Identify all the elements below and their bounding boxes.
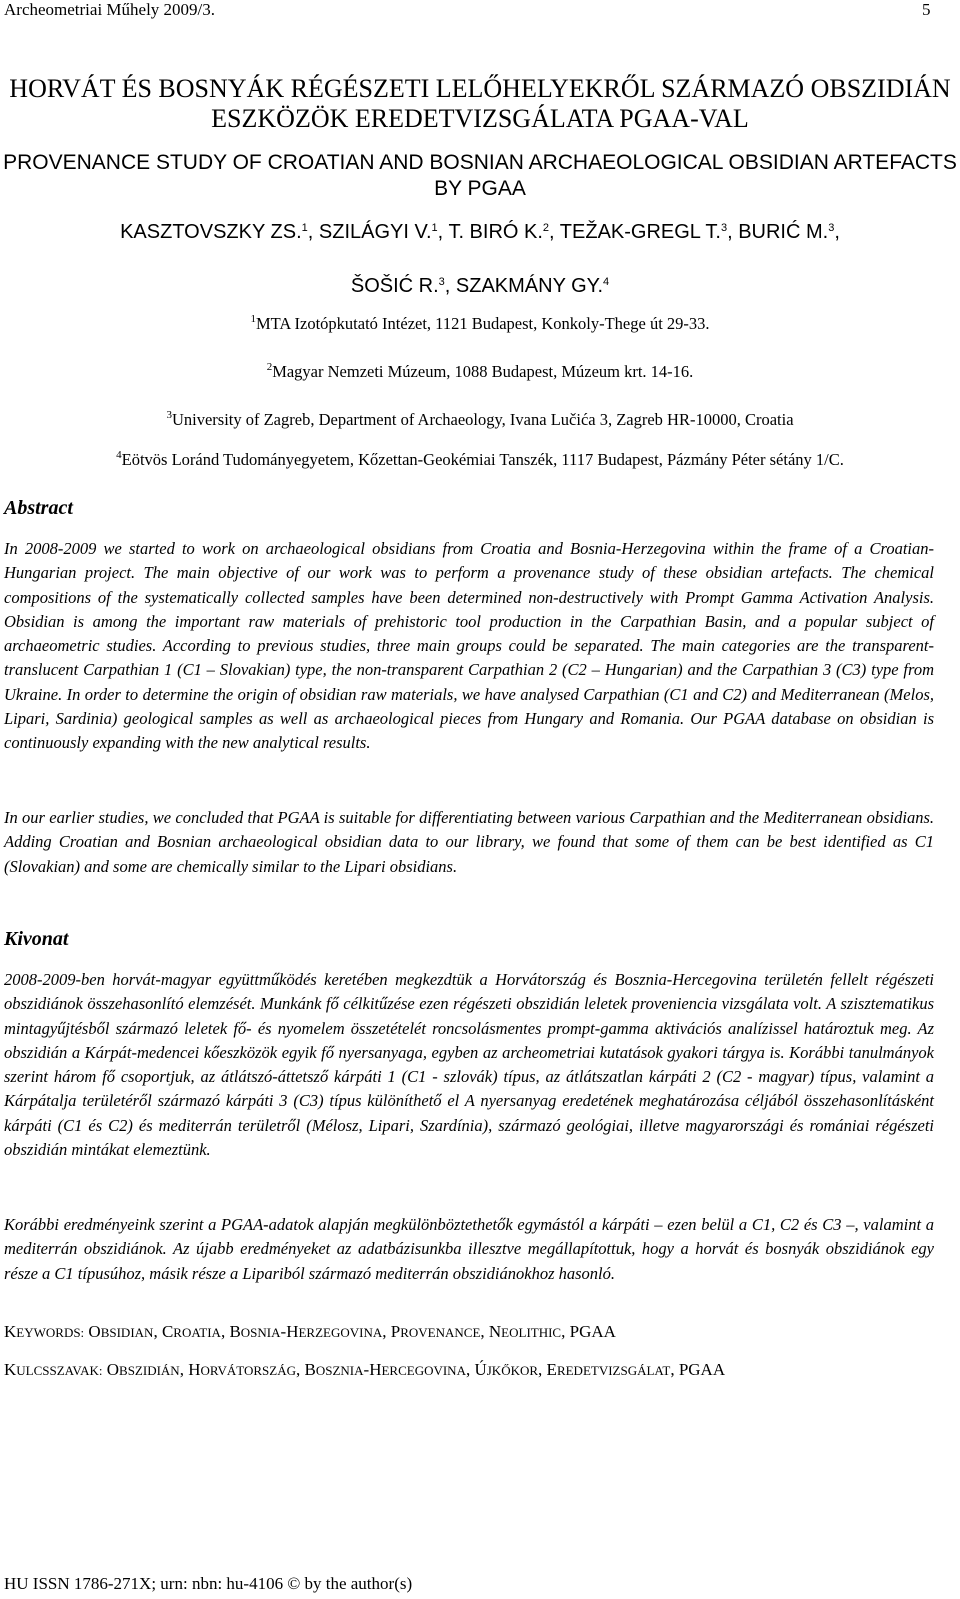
keyword-item: BOSNIA-HERZEGOVINA [229,1322,383,1341]
author: TEŽAK-GREGL T.$^3$, [559,221,739,243]
affiliation-1: $^1$MTA Izotópkutató Intézet, 1121 Budapest, Konkoly-Thege út 29-33. [250,313,710,333]
author: BURIĆ M.$^3$, [738,221,840,243]
kulcsszo-item: BOSZNIA-HERCEGOVINA [304,1360,466,1379]
page-number: 5 [922,0,931,19]
journal-header: Archeometriai Műhely 2009/3. [4,0,216,19]
author-list [0,205,960,313]
author: SZAKMÁNY GY.$^4$ [455,275,610,297]
title-english: PROVENANCE STUDY OF CROATIAN AND BOSNIAN ARCHAEOLOGICAL OBSIDIAN ARTEFACTS BY PGAA [3,151,957,200]
kivonat-paragraph-2: Korábbi eredményeink szerint a PGAA-adatok alapján megkülönböztethetők egymástól a kárpáti – ezen belül a C1, C2 és C3 –, valamint a mediterrán obszidiánok. Az újabb eredményeket az adatbázisunkba illesztve megállapítottuk, hogy a horvát és bosnyák obszidiánok egy része a C1 típusúhoz, másik része a Lipariból származó mediterrán obszidiánokhoz hasonló. [4,1215,934,1283]
kivonat-paragraph-1: 2008-2009-ben horvát-magyar együttműködés keretében megkezdtük a Horvátország és Bosznia-Hercegovina területén fellelt régészeti obszidiánok összehasonlító elemzését. Munkánk fő célkitűzése ezen régészeti obszidián leletek proveniencia vizsgálata volt. A szisztematikus mintagyűjtésből származó leletek fő- és nyomelem összetételét roncsolásmentes prompt-gamma aktivációs analízissel határoztuk meg. Az obszidián a Kárpát-medencei kőeszközök egyik fő nyersanyaga, egyben az archeometriai kutatások gyakori tárgya is. Korábbi tanulmányok szerint három fő csoportjuk, az átlátszó-áttetsző kárpáti 1 (C1 - szlovák) típus, az átlátszatlan kárpáti 2 (C2 - magyar) típus, valamint a Kárpátalja területéről származó kárpáti 3 (C3) típus különíthető el A nyersanyag eredetének meghatározása céljából összehasonlításként kárpáti (C1 és C2) és mediterrán területről (Mélosz, Lipari, Szardínia), származó geológiai, illetve magyarországi és romániai régészeti obszidián mintákat elemeztünk. [4,970,934,1160]
kivonat-heading: Kivonat [4,928,69,950]
abstract-paragraph-1: In 2008-2009 we started to work on archaeological obsidians from Croatia and Bosnia-Herzegovina within the frame of a Croatian-Hungarian project. The main objective of our work was to perform a provenance study of these obsidian artefacts. The chemical compositions of the systematically collected samples have been determined non-destructively with Prompt Gamma Activation Analysis. Obsidian is among the important raw materials of prehistoric tool production in the Carpathian Basin, and a popular subject of archaeometric studies. According to previous studies, three main groups could be separated. The main categories are the transparent-translucent Carpathian 1 (C1 – Slovakian) type, the non-transparent Carpathian 2 (C2 – Hungarian) and the Carpathian 3 (C3) type from Ukraine. In order to determine the origin of obsidian raw materials, we have analysed Carpathian (C1 and C2) and Mediterranean (Melos, Lipari, Sardinia) geological samples as well as archaeological pieces from Hungary and Romania. Our PGAA database on obsidian is continuously expanding with the new analytical results. [4,539,934,753]
kulcsszo-item: ÚJKŐKOR [474,1360,539,1379]
footer-issn: HU ISSN 1786-271X; urn: nbn: hu-4106 © by the author(s) [4,1574,413,1593]
author: T. BIRÓ K.$^2$, [448,221,560,243]
author: ŠOŠIĆ R.$^3$, [350,275,456,297]
abstract-heading: Abstract [4,497,73,519]
kulcsszo-item: HORVÁTORSZÁG [188,1360,296,1379]
kulcsszo-item: PGAA [678,1360,726,1379]
kulcsszo-item: EREDETVIZSGÁLAT [546,1360,671,1379]
author: SZILÁGYI V.$^1$, [318,221,449,243]
keyword-item: CROATIA [161,1322,221,1341]
title-hungarian: HORVÁT ÉS BOSNYÁK RÉGÉSZETI LELŐHELYEKRŐL SZÁRMAZÓ OBSZIDIÁN ESZKÖZÖK EREDETVIZSGÁLATA PGAA-VAL [9,74,951,133]
author: KASZTOVSZKY ZS.$^1$, [120,221,319,243]
abstract-paragraph-2: In our earlier studies, we concluded that PGAA is suitable for differentiating between various Carpathian and the Mediterranean obsidians. Adding Croatian and Bosnian archaeological obsidian data to our library, we found that some of them can be best identified as C1 (Slovakian) and some are chemically similar to the Lipari obsidians. [4,808,934,876]
keyword-label: KEYWORDS: [4,1322,85,1341]
keyword-item: NEOLITHIC [488,1322,562,1341]
keyword-item: OBSIDIAN [88,1322,154,1341]
affiliation-2: $^2$Magyar Nemzeti Múzeum, 1088 Budapest, Múzeum krt. 14-16. [266,361,694,381]
affiliation-3: $^3$University of Zagreb, Department of Archaeology, Ivana Lučića 3, Zagreb HR-10000, Croatia [166,409,794,429]
kulcsszo-item: OBSZIDIÁN [106,1360,180,1379]
keyword-item: PGAA [569,1322,616,1341]
keyword-item: PROVENANCE [390,1322,481,1341]
kulcsszo-label: KULCSSZAVAK: [4,1360,103,1379]
keywords-line: KEYWORDS: OBSIDIAN, CROATIA, BOSNIA-HERZEGOVINA, PROVENANCE, NEOLITHIC, PGAA [4,1322,616,1341]
affiliation-4: $^4$Eötvös Loránd Tudományegyetem, Kőzettan-Geokémiai Tanszék, 1117 Budapest, Pázmány Péter sétány 1/C. [116,449,844,469]
kulcsszavak-line: KULCSSZAVAK: OBSZIDIÁN, HORVÁTORSZÁG, BOSZNIA-HERCEGOVINA, ÚJKŐKOR, EREDETVIZSGÁLAT, PGAA [4,1360,726,1379]
